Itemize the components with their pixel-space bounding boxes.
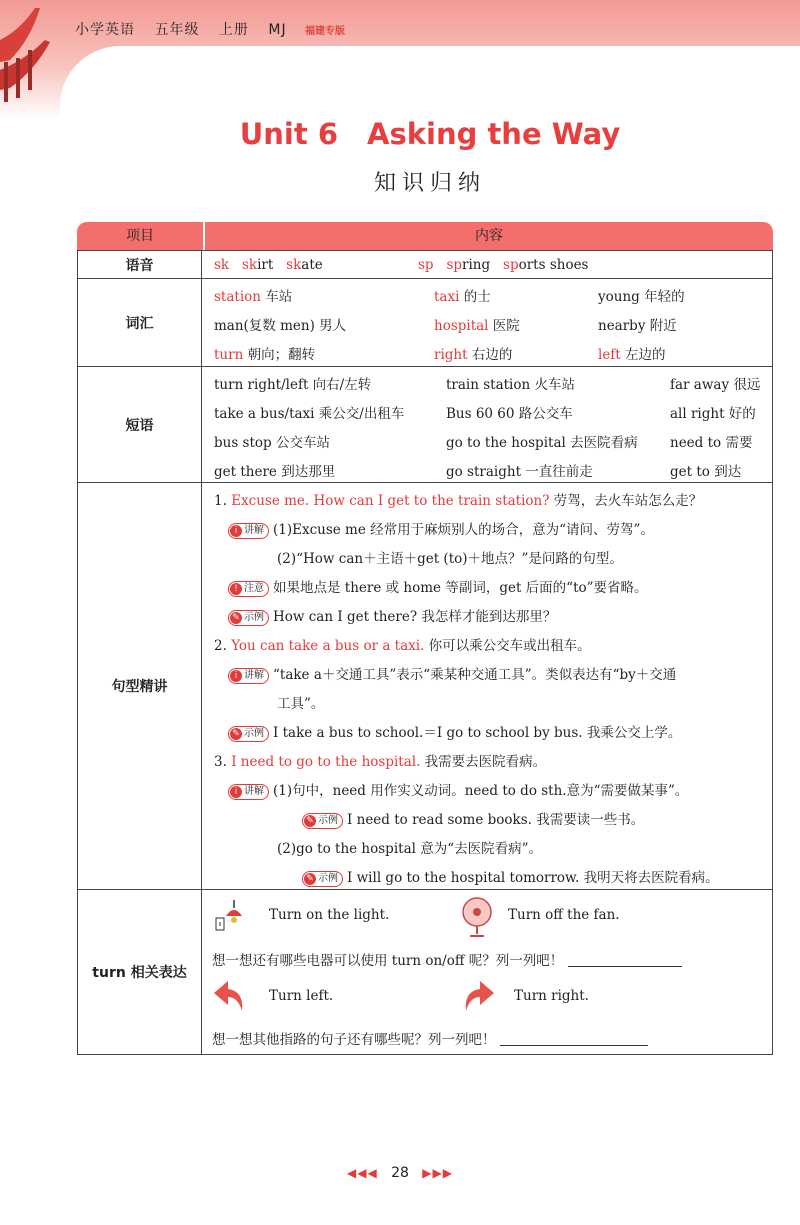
sentence-1-explain-1: i 讲解 (1)Excuse me 经常用于麻烦别人的场合，意为“请问、劳驾”。 — [228, 518, 654, 539]
vocab-en: station — [214, 289, 261, 305]
sentence-2: 2. You can take a bus or a taxi. 你可以乘公交车或出租车。 — [214, 638, 591, 654]
vocab-en: left — [598, 347, 621, 363]
vocab-en: hospital — [434, 318, 489, 334]
fan-icon — [460, 896, 494, 938]
header-edition: MJ — [268, 22, 287, 38]
table-row-sentences — [77, 483, 773, 890]
phrase-item: take a bus/taxi 乘公交/出租车 — [214, 406, 405, 422]
phonics-skirt-a: sk — [241, 257, 258, 273]
sentence-2-explain-1: i 讲解 “take a＋交通工具”表示“乘某种交通工具”。类似表达有“by＋交通 — [228, 663, 676, 684]
sentence-2-explain-2: 工具”。 — [277, 696, 325, 712]
phrase-item: go straight 一直往前走 — [446, 464, 593, 480]
phrase-item: train station 火车站 — [446, 377, 575, 393]
table-row-phonics — [77, 250, 773, 279]
footer-right-arrows: ▶▶▶ — [422, 1166, 453, 1180]
sentence-2-zh: 你可以乘公交车或出租车。 — [428, 638, 591, 654]
phonics-content — [202, 251, 772, 278]
vocab-item — [214, 343, 315, 363]
page-footer — [0, 1165, 800, 1181]
turn-on-light: Turn on the light. — [269, 907, 390, 923]
footer-left-arrows: ◀◀◀ — [347, 1166, 378, 1180]
phrase-item: need to 需要 — [670, 435, 753, 451]
vocab-item — [434, 314, 520, 334]
vocab-zh: 男人 — [314, 318, 347, 334]
row-label: 句型精讲 — [78, 483, 202, 889]
vocab-zh: 附近 — [645, 318, 677, 334]
unit-title: Unit 6 Asking the Way — [239, 117, 621, 151]
vocab-item — [598, 314, 677, 334]
turn-content — [202, 890, 772, 1054]
example-tag: ✎ 示例 — [228, 610, 269, 626]
phrase-item: get there 到达那里 — [214, 464, 336, 480]
sentence-3: 3. I need to go to the hospital. 我需要去医院看病。 — [214, 754, 547, 770]
row-label: 短语 — [78, 367, 202, 482]
sentence-3-explain-2: (2)go to the hospital 意为“去医院看病”。 — [277, 841, 543, 857]
vocab-item — [214, 314, 346, 334]
table-row-vocab — [77, 279, 773, 367]
vocab-item — [434, 343, 512, 363]
phonics-sk: sk — [214, 257, 230, 273]
vocab-zh: 朝向；翻转 — [243, 347, 316, 363]
explain-tag: i 讲解 — [228, 668, 269, 684]
vocab-en: man(复数 men) — [214, 318, 315, 334]
vocab-en: nearby — [598, 318, 646, 334]
turn-right-arrow-icon — [460, 977, 496, 1013]
example-tag: ✎ 示例 — [302, 813, 343, 829]
vocab-content — [202, 279, 772, 366]
explain-tag: i 讲解 — [228, 784, 269, 800]
sentence-3-zh: 我需要去医院看病。 — [424, 754, 547, 770]
page-number: 28 — [391, 1165, 409, 1181]
sentences-content — [202, 483, 772, 889]
explain-tag: i 讲解 — [228, 523, 269, 539]
sentence-1-zh: 劳驾，去火车站怎么走？ — [553, 493, 703, 509]
vocab-en: young — [598, 289, 640, 305]
phrase-item: bus stop 公交车站 — [214, 435, 330, 451]
vocab-zh: 的士 — [459, 289, 491, 305]
sentence-3-example-1: ✎ 示例 I need to read some books. 我需要读一些书。 — [302, 808, 644, 829]
row-label: 语音 — [78, 251, 202, 278]
phonics-spring-a: sp — [446, 257, 463, 273]
phonics-sp: sp — [418, 257, 434, 273]
phrase-item: Bus 60 60 路公交车 — [446, 406, 573, 422]
sentence-2-en: You can take a bus or a taxi. — [231, 638, 425, 654]
sentence-3-example-2: ✎ 示例 I will go to the hospital tomorrow. 我明天将去医院看病。 — [302, 866, 719, 887]
phrase-item: far away 很远 — [670, 377, 761, 393]
example-tag: ✎ 示例 — [302, 871, 343, 887]
turn-left: Turn left. — [269, 988, 334, 1004]
section-subtitle: 知识归纳 — [373, 171, 486, 196]
sentence-1-note: ! 注意 如果地点是 there 或 home 等副词，get 后面的“to”要省略。 — [228, 576, 648, 597]
phonics-sports-b: orts shoes — [518, 257, 589, 273]
sentence-1-example: ✎ 示例 How can I get there? 我怎样才能到达那里？ — [228, 605, 556, 626]
sentence-1-en: Excuse me. How can I get to the train station? — [231, 493, 550, 509]
vocab-en: right — [434, 347, 468, 363]
vocab-zh: 年轻的 — [639, 289, 685, 305]
turn-right: Turn right. — [514, 988, 589, 1004]
sentence-3-explain-1: i 讲解 (1)句中，need 用作实义动词。need to do sth.意为“需要做某事”。 — [228, 779, 688, 800]
header-grade: 五年级 — [154, 22, 200, 38]
turn-off-fan: Turn off the fan. — [508, 907, 620, 923]
answer-blank-2[interactable] — [500, 1045, 648, 1046]
phrase-item: go to the hospital 去医院看病 — [446, 435, 638, 451]
table-header-content: 内容 — [205, 222, 773, 250]
sentence-1-explain-2: (2)“How can＋主语＋get (to)＋地点？”是问路的句型。 — [277, 551, 623, 567]
phrase-item: get to 到达 — [670, 464, 742, 480]
table-row-phrases — [77, 367, 773, 483]
header-text — [75, 19, 301, 39]
phonics-sk-line — [214, 257, 323, 273]
sentence-1: 1. Excuse me. How can I get to the train station? 劳驾，去火车站怎么走？ — [214, 493, 703, 509]
turn-question-2: 想一想其他指路的句子还有哪些呢？列一列吧！ — [212, 1028, 648, 1048]
phonics-skate-b: ate — [301, 257, 323, 273]
row-label: 词汇 — [78, 279, 202, 366]
vocab-zh: 右边的 — [467, 347, 513, 363]
vocab-zh: 左边的 — [620, 347, 666, 363]
phonics-sp-line — [418, 257, 589, 273]
note-tag: ! 注意 — [228, 581, 269, 597]
phonics-spring-b: ring — [462, 257, 491, 273]
phrase-item: all right 好的 — [670, 406, 756, 422]
row-label: turn 相关表达 — [78, 890, 202, 1054]
knowledge-table — [77, 222, 773, 1055]
turn-question-1: 想一想还有哪些电器可以使用 turn on/off 呢？列一列吧！ — [212, 949, 682, 969]
answer-blank-1[interactable] — [568, 966, 682, 967]
sentence-2-example: ✎ 示例 I take a bus to school.＝I go to school by bus. 我乘公交上学。 — [228, 721, 681, 742]
vocab-item — [214, 285, 292, 305]
turn-left-arrow-icon — [212, 977, 248, 1013]
phonics-sports-a: sp — [503, 257, 519, 273]
vocab-item — [598, 343, 666, 363]
vocab-zh: 医院 — [488, 318, 520, 334]
vocab-item — [598, 285, 685, 305]
phonics-skate-a: sk — [286, 257, 302, 273]
phrase-item: turn right/left 向右/左转 — [214, 377, 372, 393]
header-subject: 小学英语 — [75, 22, 135, 38]
header-volume: 上册 — [218, 22, 249, 38]
vocab-zh: 车站 — [260, 289, 293, 305]
example-tag: ✎ 示例 — [228, 726, 269, 742]
light-switch-icon — [212, 898, 252, 934]
header-region-tag: 福建专版 — [305, 26, 345, 37]
phrases-content — [202, 367, 772, 482]
sentence-3-en: I need to go to the hospital. — [231, 754, 421, 770]
phonics-skirt-b: irt — [257, 257, 274, 273]
vocab-en: taxi — [434, 289, 460, 305]
vocab-en: turn — [214, 347, 244, 363]
table-row-turn — [77, 890, 773, 1055]
vocab-item — [434, 285, 491, 305]
pagoda-icon — [0, 0, 70, 120]
table-header-item: 项目 — [77, 222, 203, 250]
